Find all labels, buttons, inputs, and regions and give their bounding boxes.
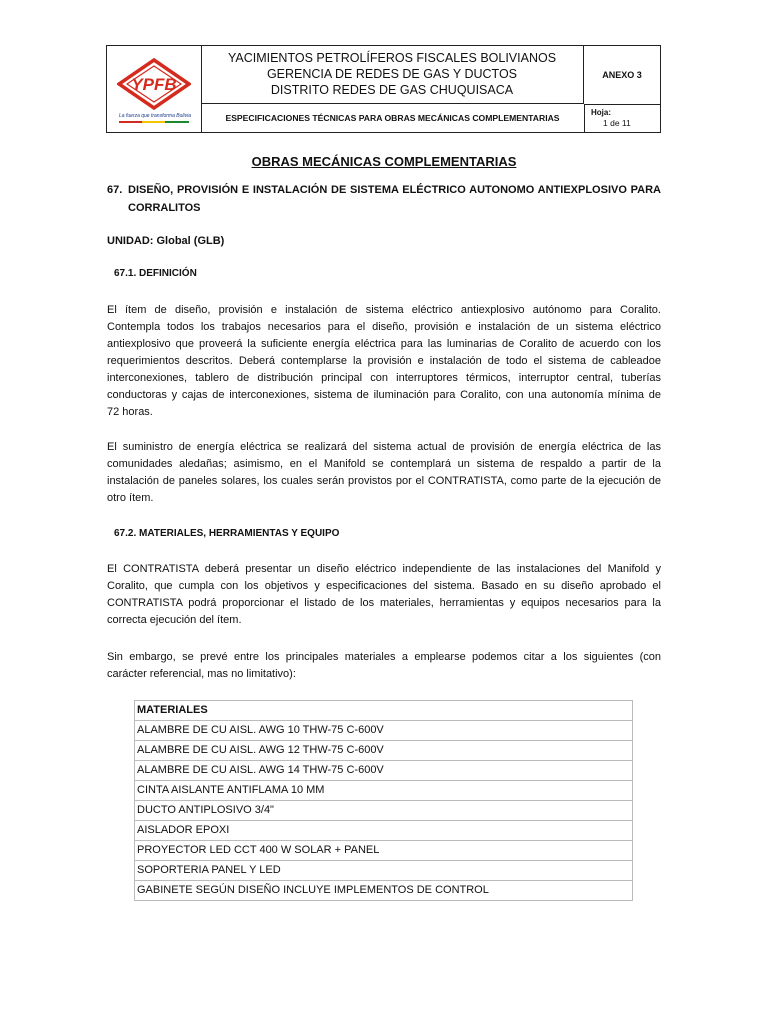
table-cell: PROYECTOR LED CCT 400 W SOLAR + PANEL (135, 841, 633, 861)
org-line-2: GERENCIA DE REDES DE GAS Y DUCTOS (266, 67, 518, 81)
paragraph-sin-embargo (107, 649, 661, 683)
anexo-label: ANEXO 3 (584, 46, 660, 105)
table-cell: ALAMBRE DE CU AISL. AWG 12 THW-75 C-600V (135, 741, 633, 761)
table-cell: SOPORTERIA PANEL Y LED (135, 861, 633, 881)
table-cell: ALAMBRE DE CU AISL. AWG 14 THW-75 C-600V (135, 761, 633, 781)
table-row (135, 741, 633, 761)
text-line: Sin embargo, se prevé entre los principales materiales a emplearse podemos citar a los siguientes (con (107, 651, 661, 663)
text-line: carácter referencial, mas no limitativo): (107, 668, 296, 680)
org-title (201, 46, 584, 104)
table-cell: GABINETE SEGÚN DISEÑO INCLUYE IMPLEMENTOS DE CONTROL (135, 881, 633, 901)
logo-text: YPFB (131, 75, 177, 94)
section-definicion-title: 67.1. DEFINICIÓN (114, 268, 197, 279)
hoja-value: 1 de 11 (603, 118, 631, 128)
text-line: conductoras y cajas de interconexiones, sistema de iluminación para Coralito, con una autonomía mínima de (107, 389, 661, 401)
item-number: 67. (107, 184, 123, 196)
text-line: Coralito, que cumpla con los objetivos y especificaciones del sistema. Basado en su diseño aprobado el (107, 580, 661, 592)
logo-cell (107, 46, 202, 132)
logo-slogan: La fuerza que transforma Bolivia (119, 113, 191, 119)
table-row (135, 721, 633, 741)
table-row (135, 801, 633, 821)
text-line: Contempla todos los trabajos necesarios para el diseño, provisión e instalación de un sistema eléctrico (107, 321, 661, 333)
table-cell: AISLADOR EPOXI (135, 821, 633, 841)
table-row (135, 761, 633, 781)
text-line: interconexiones, tablero de distribución principal con interruptores térmicos, interruptor central, tuberías (107, 372, 661, 384)
table-row (135, 861, 633, 881)
ypfb-logo (117, 58, 191, 110)
org-line-3: DISTRITO REDES DE GAS CHUQUISACA (270, 83, 514, 97)
document-title: OBRAS MECÁNICAS COMPLEMENTARIAS (251, 154, 517, 169)
section-materiales-title: 67.2. MATERIALES, HERRAMIENTAS Y EQUIPO (114, 528, 340, 539)
table-header-row (135, 701, 633, 721)
paragraph-contratista (107, 561, 661, 629)
spec-title: ESPECIFICACIONES TÉCNICAS PARA OBRAS MECÁNICAS COMPLEMENTARIAS (201, 104, 585, 132)
item-heading (107, 181, 661, 217)
tricolor-bar (119, 121, 189, 123)
paragraph-suministro (107, 439, 661, 507)
text-line: CONTRATISTA podrá proporcionar el listado de los materiales, herramientas y equipos necesarios para la (107, 597, 661, 609)
text-line: comunidades aledañas; asimismo, en el Manifold se contemplará un sistema de respaldo a partir de la (107, 458, 661, 470)
table-row (135, 821, 633, 841)
hoja-label: Hoja: (591, 108, 611, 117)
text-line: requerimientos descritos. Deberá contemplarse la provisión e instalación de todo el sistema de cableadoe (107, 355, 661, 367)
text-line: El suministro de energía eléctrica se realizará del sistema actual de provisión de energía eléctrica de las (107, 441, 661, 453)
page-info (584, 104, 660, 132)
materials-table (134, 700, 633, 901)
table-cell: ALAMBRE DE CU AISL. AWG 10 THW-75 C-600V (135, 721, 633, 741)
table-row (135, 881, 633, 901)
document-header (106, 45, 661, 133)
text-line: 72 horas. (107, 406, 153, 418)
text-line: instalación de paneles solares, los cuales serán provistos por el CONTRATISTA, como parte de la ejecución de (107, 475, 661, 487)
item-title-line-1: DISEÑO, PROVISIÓN E INSTALACIÓN DE SISTEMA ELÉCTRICO AUTONOMO ANTIEXPLOSIVO PARA (128, 184, 661, 196)
text-line: El ítem de diseño, provisión e instalación de sistema eléctrico antiexplosivo autónomo para Coralito. (107, 304, 661, 316)
paragraph-definicion (107, 302, 661, 421)
unit-label: UNIDAD: Global (GLB) (107, 235, 225, 247)
table-row (135, 781, 633, 801)
table-cell: DUCTO ANTIPLOSIVO 3/4" (135, 801, 633, 821)
text-line: correcta ejecución del ítem. (107, 614, 242, 626)
text-line: antiexplosivo que proveerá la suficiente energía eléctrica para las luminarias de Coralito de acuerdo con los (107, 338, 661, 350)
text-line: otro ítem. (107, 492, 154, 504)
org-line-1: YACIMIENTOS PETROLÍFEROS FISCALES BOLIVIANOS (227, 51, 557, 65)
text-line: El CONTRATISTA deberá presentar un diseño eléctrico independiente de las instalaciones del Manifold y (107, 563, 661, 575)
table-header-cell: MATERIALES (135, 701, 633, 721)
table-row (135, 841, 633, 861)
item-title-line-2: CORRALITOS (128, 202, 201, 214)
table-cell: CINTA AISLANTE ANTIFLAMA 10 MM (135, 781, 633, 801)
